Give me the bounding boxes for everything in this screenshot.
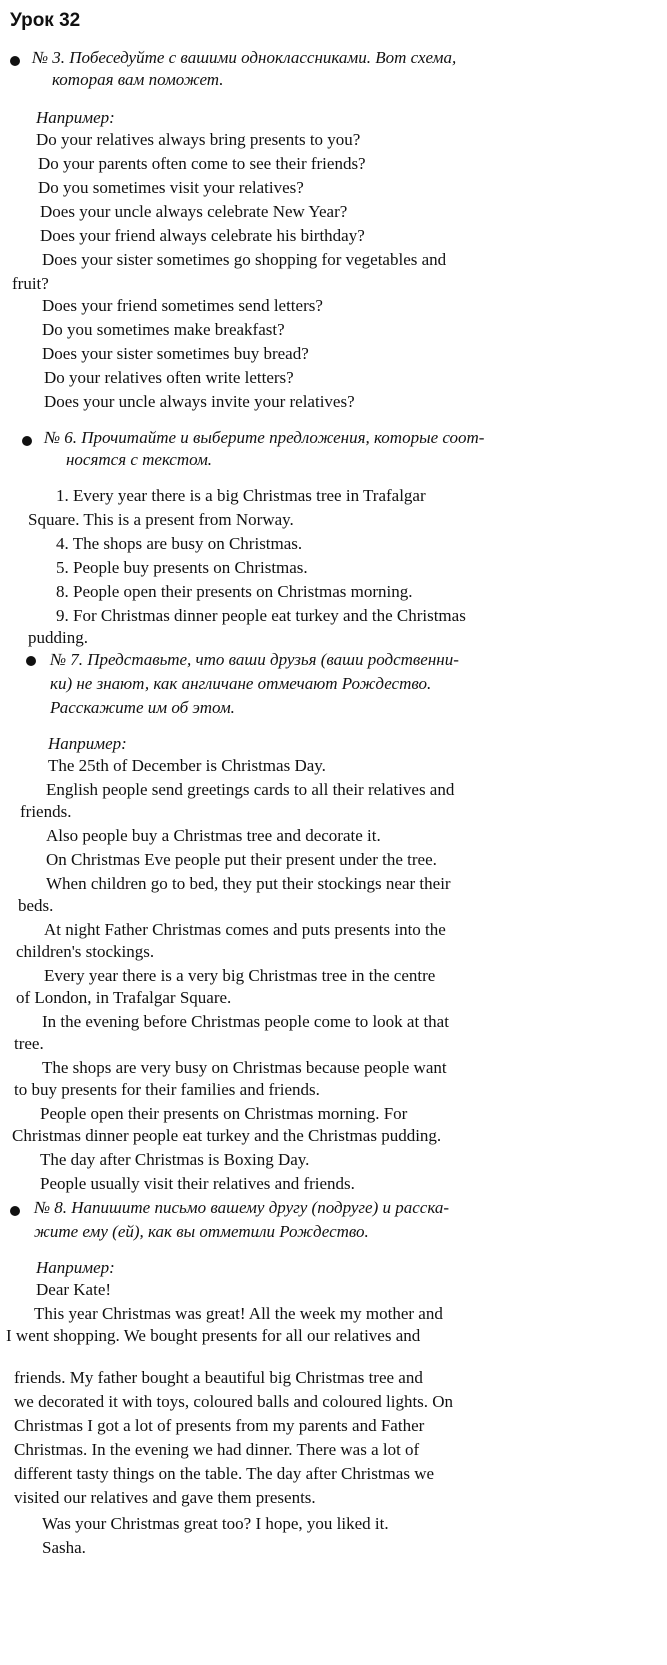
text-line: friends. My father bought a beautiful big Christmas tree and bbox=[14, 1368, 423, 1387]
text-line: Christmas. In the evening we had dinner. There was a lot of bbox=[14, 1440, 420, 1459]
text-line: 9. For Christmas dinner people eat turkey and the Christmas bbox=[56, 606, 466, 625]
text-line: Do your parents often come to see their friends? bbox=[38, 154, 366, 173]
letter-signature: Sasha. bbox=[42, 1538, 86, 1557]
text-line: Does your sister sometimes go shopping for vegetables and bbox=[42, 250, 447, 269]
text-line: At night Father Christmas comes and puts presents into the bbox=[44, 920, 446, 939]
bullet-icon bbox=[22, 436, 32, 446]
text-line: different tasty things on the table. The day after Christmas we bbox=[14, 1464, 435, 1483]
text-line: children's stockings. bbox=[16, 942, 155, 961]
text-line: When children go to bed, they put their stockings near their bbox=[46, 874, 451, 893]
text-line: I went shopping. We bought presents for all our relatives and bbox=[6, 1326, 421, 1345]
text-line: Does your uncle always celebrate New Year? bbox=[40, 202, 348, 221]
exercise-header: № 7. Представьте, что ваши друзья (ваши родственни- bbox=[50, 650, 459, 669]
text-line: we decorated it with toys, coloured balls and coloured lights. On bbox=[14, 1392, 454, 1411]
text-line: Do your relatives always bring presents to you? bbox=[36, 130, 361, 149]
bullet-icon bbox=[10, 56, 20, 66]
bullet-icon bbox=[26, 656, 36, 666]
text-line: 5. People buy presents on Christmas. bbox=[56, 558, 308, 577]
lesson-title: Урок 32 bbox=[10, 10, 81, 31]
exercise-header: № 8. Напишите письмо вашему другу (подруге) и расска- bbox=[34, 1198, 450, 1217]
text-line: Do you sometimes make breakfast? bbox=[42, 320, 285, 339]
text-line: visited our relatives and gave them presents. bbox=[14, 1488, 316, 1507]
bullet-icon bbox=[10, 1206, 20, 1216]
exercise-header: которая вам поможет. bbox=[52, 70, 224, 89]
exercise-header: № 3. Побеседуйте с вашими одноклассниками. Вот схема, bbox=[32, 48, 457, 67]
exercise-header: ки) не знают, как англичане отмечают Рождество. bbox=[50, 674, 432, 693]
exercise-header: носятся с текстом. bbox=[66, 450, 213, 469]
text-line: fruit? bbox=[12, 274, 49, 293]
text-line: Do your relatives often write letters? bbox=[44, 368, 294, 387]
exercise-header: № 6. Прочитайте и выберите предложения, которые соот- bbox=[44, 428, 485, 447]
example-label: Например: bbox=[48, 734, 127, 753]
exercise-header: Расскажите им об этом. bbox=[50, 698, 235, 717]
text-line: Christmas I got a lot of presents from my parents and Father bbox=[14, 1416, 425, 1435]
letter-greeting: Dear Kate! bbox=[36, 1280, 112, 1299]
text-line: Does your uncle always invite your relatives? bbox=[44, 392, 355, 411]
text-line: English people send greetings cards to all their relatives and bbox=[46, 780, 455, 799]
text-line: Square. This is a present from Norway. bbox=[28, 510, 294, 529]
example-label: Например: bbox=[36, 108, 115, 127]
text-line: Was your Christmas great too? I hope, you liked it. bbox=[42, 1514, 389, 1533]
text-line: Do you sometimes visit your relatives? bbox=[38, 178, 304, 197]
text-line: People open their presents on Christmas morning. For bbox=[40, 1104, 408, 1123]
text-line: to buy presents for their families and friends. bbox=[14, 1080, 320, 1099]
text-line: Does your friend sometimes send letters? bbox=[42, 296, 323, 315]
text-line: The shops are very busy on Christmas because people want bbox=[42, 1058, 447, 1077]
text-line: Does your sister sometimes buy bread? bbox=[42, 344, 309, 363]
text-line: People usually visit their relatives and friends. bbox=[40, 1174, 355, 1193]
text-line: friends. bbox=[20, 802, 72, 821]
text-line: pudding. bbox=[28, 628, 88, 647]
exercise-header: жите ему (ей), как вы отметили Рождество. bbox=[34, 1222, 369, 1241]
text-line: This year Christmas was great! All the week my mother and bbox=[34, 1304, 443, 1323]
text-line: Every year there is a very big Christmas tree in the centre bbox=[44, 966, 436, 985]
text-line: of London, in Trafalgar Square. bbox=[16, 988, 232, 1007]
text-line: The 25th of December is Christmas Day. bbox=[48, 756, 326, 775]
text-line: tree. bbox=[14, 1034, 44, 1053]
text-line: Also people buy a Christmas tree and decorate it. bbox=[46, 826, 381, 845]
text-line: On Christmas Eve people put their present under the tree. bbox=[46, 850, 437, 869]
text-line: beds. bbox=[18, 896, 54, 915]
text-line: Does your friend always celebrate his birthday? bbox=[40, 226, 365, 245]
text-line: In the evening before Christmas people come to look at that bbox=[42, 1012, 449, 1031]
text-line: The day after Christmas is Boxing Day. bbox=[40, 1150, 310, 1169]
text-line: 4. The shops are busy on Christmas. bbox=[56, 534, 303, 553]
text-line: 1. Every year there is a big Christmas tree in Trafalgar bbox=[56, 486, 426, 505]
example-label: Например: bbox=[36, 1258, 115, 1277]
text-line: 8. People open their presents on Christmas morning. bbox=[56, 582, 413, 601]
text-line: Christmas dinner people eat turkey and the Christmas pudding. bbox=[12, 1126, 442, 1145]
